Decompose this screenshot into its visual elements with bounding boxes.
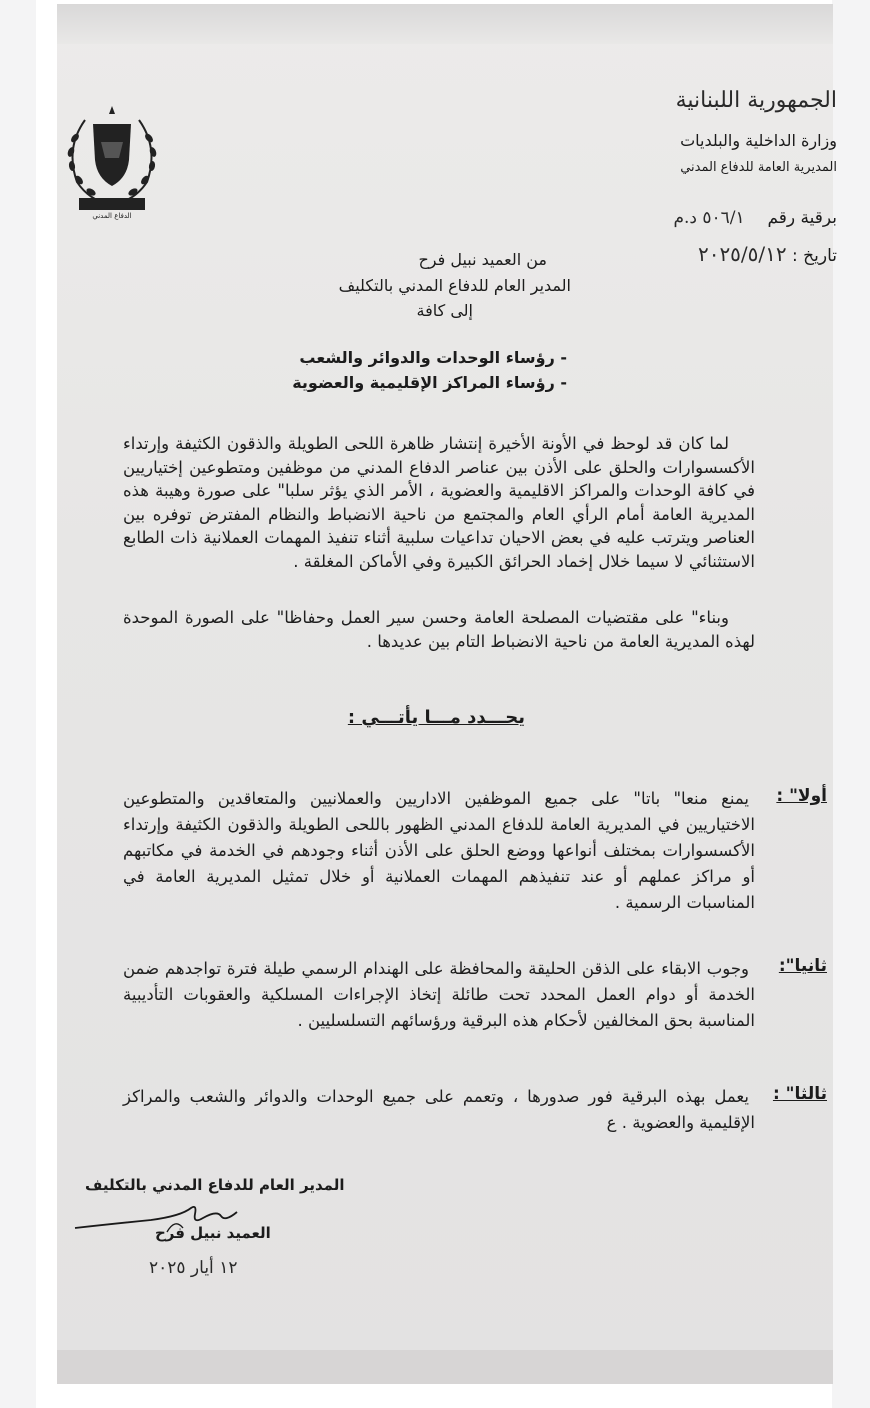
viewer-margin-right <box>832 0 870 1408</box>
decision-heading: يحـــدد مـــا يأتـــي : <box>347 707 525 728</box>
recipient-item: - رؤساء المراكز الإقليمية والعضوية <box>292 373 567 392</box>
scan-shadow-bottom <box>57 1350 833 1384</box>
date-value: ٢٠٢٥/٥/١٢ <box>697 242 787 266</box>
article-1-label: أولا" : <box>776 786 827 806</box>
sender-from: من العميد نبيل فرح <box>418 250 547 269</box>
ministry-header: وزارة الداخلية والبلديات <box>680 131 837 150</box>
sender-title: المدير العام للدفاع المدني بالتكليف <box>338 276 571 295</box>
signature-name: العميد نبيل فرح <box>155 1224 271 1242</box>
body-paragraph-1: لما كان قد لوحظ في الأونة الأخيرة إنتشار ظاهرة اللحى الطويلة والذقون الكثيفة وإرتداء الأكسسوارات والحلق على الأذن بين عناصر الدفاع المدني من موظفين ومتطوعين إختياريين في كافة الوحدات والمراكز الاقليمية والعضوية ، الأمر الذي يؤثر سلبا" على صورة وهيبة هذه المديرية العامة أمام الرأي العام والمجتمع من ناحية الانضباط والنظام المفترض توفره بين العناصر ويترتب عليه في بعض الاحيان تداعيات سلبية أثناء تنفيذ المهمات العملانية ذات الطابع الاستثنائي لا سيما خلال إخماد الحرائق الكبيرة وفي الأماكن المغلقة . <box>123 434 755 571</box>
recipient-item: - رؤساء الوحدات والدوائر والشعب <box>299 348 567 367</box>
scan-shadow-top <box>57 4 833 44</box>
article-2-label: ثانيا": <box>778 956 827 976</box>
viewer-margin-left <box>0 0 36 1408</box>
date-line: تاريخ : ٢٠٢٥/٥/١٢ <box>697 242 837 266</box>
signature-title: المدير العام للدفاع المدني بالتكليف <box>85 1176 345 1194</box>
reference-line <box>673 208 837 228</box>
article-3-text: يعمل بهذه البرقية فور صدورها ، وتعمم على جميع الوحدات والدوائر والشعب والمراكز الإقليمية والعضوية . ع <box>123 1087 755 1132</box>
reference-label: برقية رقم <box>767 208 837 228</box>
directorate-header: المديرية العامة للدفاع المدني <box>680 160 837 175</box>
signature-date: ١٢ أيار ٢٠٢٥ <box>149 1258 238 1278</box>
civil-defense-emblem-icon <box>57 98 167 220</box>
recipient-intro: إلى كافة <box>416 301 473 320</box>
article-2-text: وجوب الابقاء على الذقن الحليقة والمحافظة على الهندام الرسمي طيلة فترة تواجدهم ضمن الخدمة أو دوام العمل المحدد تحت طائلة إتخاذ الإجراءات المسلكية والعقوبات التأديبية المناسبة بحق المخالفين لأحكام هذه البرقية ورؤسائهم التسلسليين . <box>123 959 755 1030</box>
body-paragraph-2: وبناء" على مقتضيات المصلحة العامة وحسن سير العمل وحفاظا" على الصورة الموحدة لهذه المديرية العامة من ناحية الانضباط التام بين عديدها . <box>123 608 755 651</box>
article-1-text: يمنع منعا" باتا" على جميع الموظفين الاداريين والعملانيين والمتعاقدين والمتطوعين الاختياريين في المديرية العامة للدفاع المدني الظهور باللحى الطويلة والذقون الكثيفة وإرتداء الأكسسوارات بمختلف أنواعها ووضع الحلق على الأذن أثناء وجودهم في الخدمة في مكاتبهم أو مراكز عملهم أو عند تنفيذهم المهمات العملانية أو خلال تمثيل المديرية العامة في المناسبات الرسمية . <box>123 789 755 912</box>
date-label: تاريخ <box>803 246 837 266</box>
emblem-caption: الدفاع المدني <box>92 212 132 220</box>
reference-value: ٥٠٦/١ د.م <box>673 208 745 228</box>
article-3-label: ثالثا" : <box>772 1084 827 1104</box>
document-page <box>57 4 837 1384</box>
republic-header: الجمهورية اللبنانية <box>675 88 837 113</box>
